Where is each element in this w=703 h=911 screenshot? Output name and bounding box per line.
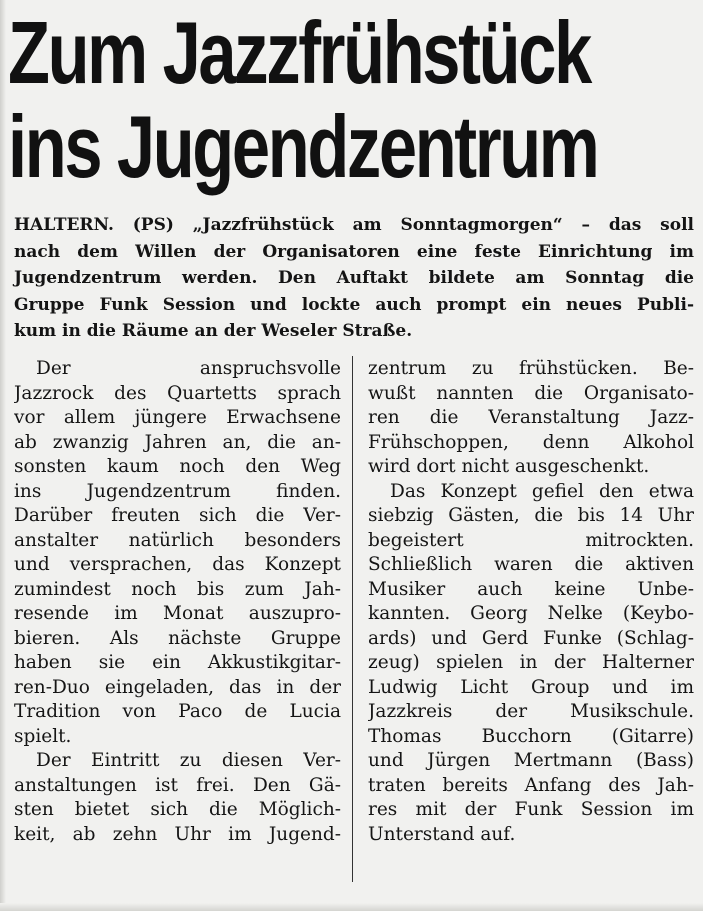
body-line: Darüber freuten sich die Ver- — [14, 505, 341, 526]
body-line: Der anspruchsvolle — [36, 358, 341, 379]
column-divider — [352, 356, 353, 882]
body-line: Das Konzept gefiel den etwa — [390, 480, 694, 502]
body-line: sonsten kaum noch den Weg — [14, 456, 341, 477]
body-line: traten bereits Anfang des Jah- — [368, 774, 694, 796]
body-line: vor allem jüngere Erwachsene — [14, 407, 341, 428]
body-line: spielt. — [14, 725, 72, 747]
lead-line: Jugendzentrum werden. Den Auftakt bildete am Sonntag die — [14, 268, 694, 288]
lead-line: HALTERN. (PS) „Jazzfrühstück am Sonntagmorgen“ – das soll — [14, 215, 694, 235]
headline — [8, 3, 598, 196]
body-line: Frühschoppen, denn Alkohol — [368, 431, 694, 453]
body-line: res mit der Funk Session im — [368, 799, 694, 820]
body-line: Ludwig Licht Group und im — [368, 676, 694, 698]
body-column-left — [14, 357, 341, 847]
body-line: ards) und Gerd Funke (Schlag- — [368, 627, 694, 649]
body-line: Thomas Bucchorn (Gitarre) — [368, 725, 694, 747]
paper-left-edge — [0, 0, 6, 911]
lead-line: kum in die Räume an der Weseler Straße. — [14, 321, 413, 341]
body-line: Jazzrock des Quartetts sprach — [14, 382, 341, 404]
body-line: Tradition von Paco de Lucia — [14, 701, 341, 722]
body-line: bieren. Als nächste Gruppe — [14, 627, 341, 649]
body-line: sten bietet sich die Möglich- — [14, 799, 341, 820]
body-line: zentrum zu frühstücken. Be- — [368, 358, 694, 379]
lead-line: nach dem Willen der Organisatoren eine feste Einrichtung im — [14, 241, 694, 262]
paper-bottom-edge — [0, 903, 703, 911]
body-line: und Jürgen Mertmann (Bass) — [368, 750, 694, 771]
body-line: wußt nannten die Organisato- — [368, 382, 694, 404]
body-line: kannten. Georg Nelke (Keybo- — [368, 603, 694, 624]
body-line: Jazzkreis der Musikschule. — [368, 701, 694, 722]
body-line: resende im Monat auszupro- — [14, 603, 341, 624]
headline-line-1: Zum Jazzfrühstück — [8, 3, 590, 102]
body-line: und versprachen, das Konzept — [14, 554, 341, 575]
body-line: zumindest noch bis zum Jah- — [14, 578, 341, 600]
body-line: Musiker auch keine Unbe- — [368, 578, 694, 600]
body-line: ren-Duo eingeladen, das in der — [14, 676, 341, 698]
body-line: ins Jugendzentrum finden. — [14, 480, 341, 502]
body-line: zeug) spielen in der Halterner — [368, 652, 694, 673]
body-line: siebzig Gästen, die bis 14 Uhr — [368, 505, 694, 526]
body-line: Der Eintritt zu diesen Ver- — [36, 750, 341, 771]
body-line: begeistert mitrockten. — [368, 529, 694, 551]
body-line: anstaltungen ist frei. Den Gä- — [14, 774, 341, 796]
lead-line: Gruppe Funk Session und lockte auch prompt ein neues Publi- — [14, 294, 694, 315]
lead-paragraph — [14, 212, 694, 345]
headline-line-2: ins Jugendzentrum — [8, 97, 598, 196]
body-line: Schließlich waren die aktiven — [368, 554, 694, 575]
body-line: anstalter natürlich besonders — [14, 529, 341, 551]
body-line: ren die Veranstaltung Jazz- — [368, 407, 694, 428]
body-line: Unterstand auf. — [368, 823, 516, 845]
body-column-right — [368, 357, 694, 847]
body-line: wird dort nicht ausgeschenkt. — [368, 456, 650, 477]
body-line: ab zwanzig Jahren an, die an- — [14, 431, 341, 453]
body-line: keit, ab zehn Uhr im Jugend- — [14, 823, 341, 845]
body-line: haben sie ein Akkustikgitar- — [14, 652, 341, 673]
